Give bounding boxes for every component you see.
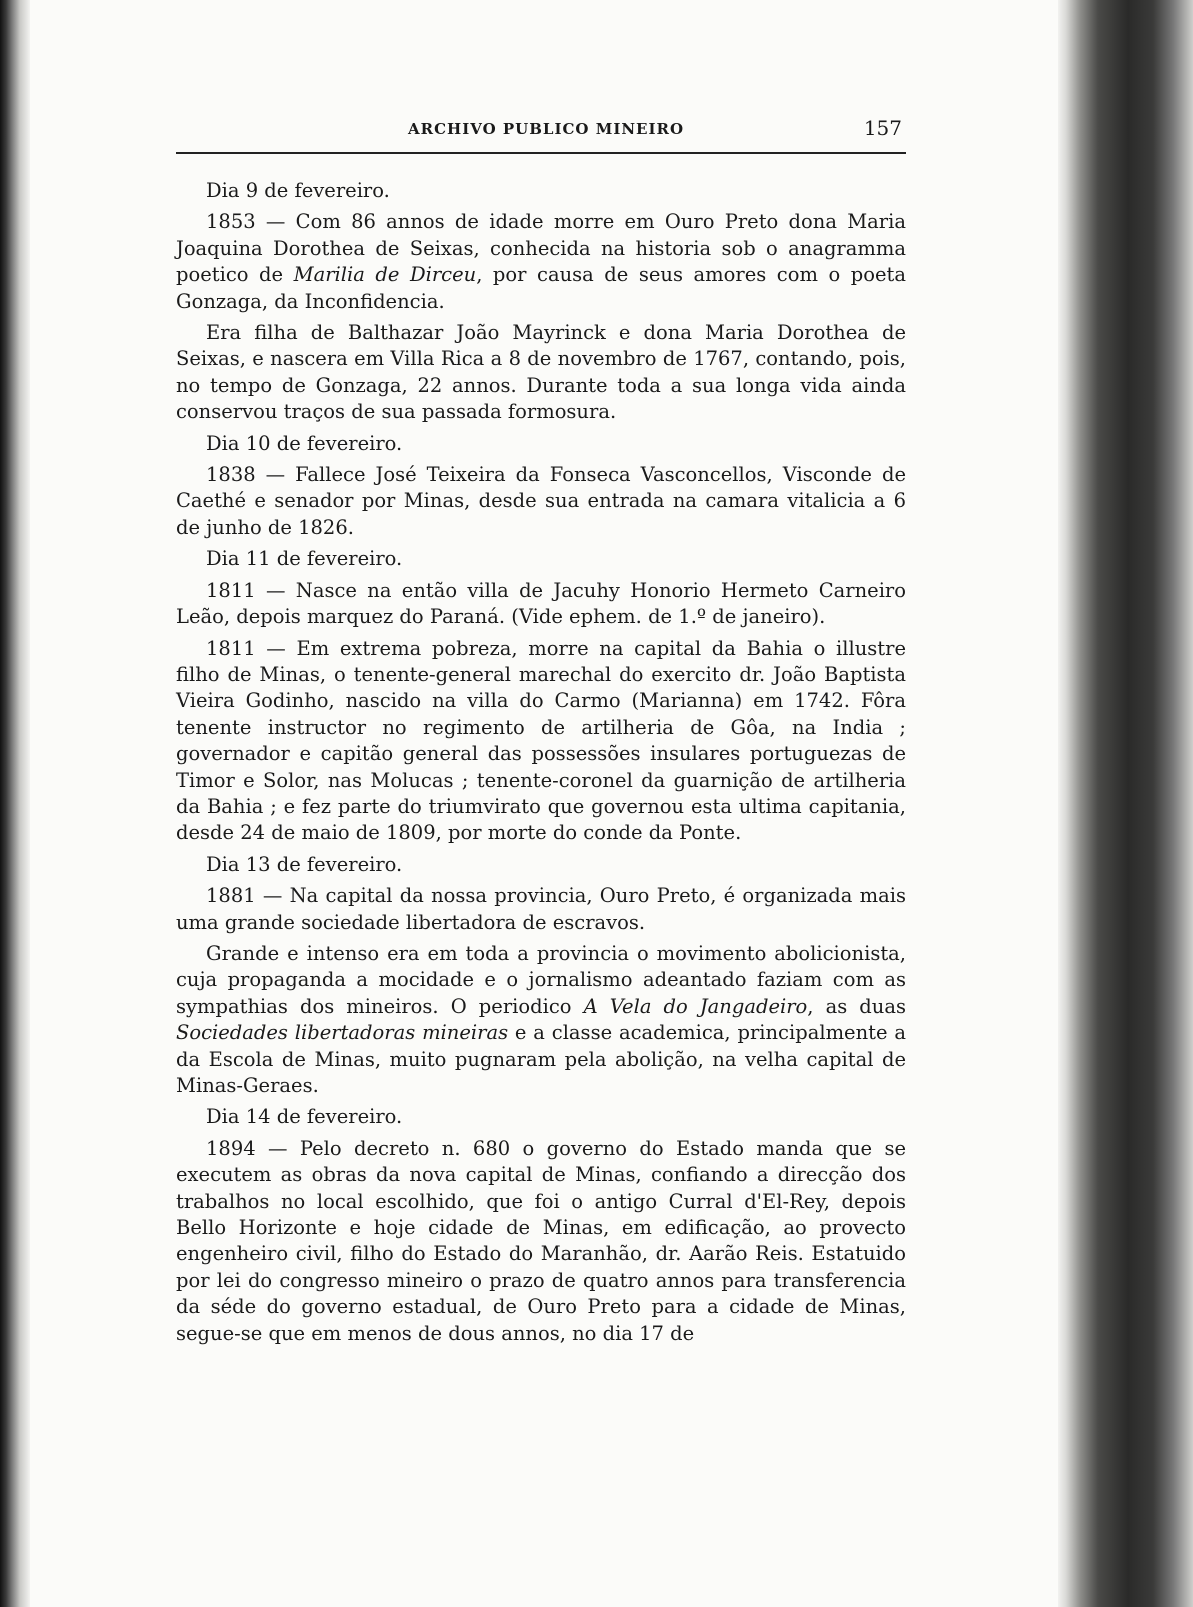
day-heading: Dia 10 de fevereiro.: [206, 431, 403, 455]
entry-paragraph: [176, 941, 906, 1099]
page-header: [176, 116, 906, 146]
italic-title: A Vela do Jangadeiro: [583, 994, 808, 1018]
day-heading: Dia 11 de fevereiro.: [206, 547, 403, 571]
day-heading: Dia 9 de fevereiro.: [206, 179, 390, 202]
entry-paragraph: 1811 — Nasce na então villa de Jacuhy Honorio Hermeto Carneiro Leão, depois marquez do Paraná. (Vide ephem. de 1.º de janeiro).: [176, 578, 906, 629]
page-number: 157: [863, 116, 902, 140]
italic-title: Sociedades libertadoras mineiras: [176, 1021, 509, 1045]
entry-text: 1853 — Com 86 annos de idade morre em Ouro Preto dona Maria Joaquina Dorothea de Seixas, conhecida na historia sob o anagramma poetico de: [176, 210, 906, 287]
entry-text: , por causa de seus amores com o poeta Gonzaga, da Inconfidencia.: [176, 263, 906, 313]
entry-paragraph: [176, 209, 906, 315]
entry-paragraph: 1894 — Pelo decreto n. 680 o governo do Estado manda que se executem as obras da nova capital de Minas, confiando a direcção dos trabalhos no local escolhido, que foi o antigo Curral d'El-Rey, depois Bello Horizonte e hoje cidade de Minas, em edificação, ao provecto engenheiro civil, filho do Estado do Maranhão, dr. Aarão Reis. Estatuido por lei do congresso mineiro o prazo de quatro annos para transferencia da séde do governo estadual, de Ouro Preto para a cidade de Minas, segue-se que em menos de dous annos, no dia 17 de: [176, 1136, 906, 1345]
entry-paragraph: 1838 — Fallece José Teixeira da Fonseca Vasconcellos, Visconde de Caethé e senador por Minas, desde sua entrada na camara vitalicia a 6 de junho de 1826.: [176, 463, 906, 539]
entry-paragraph: 1811 — Em extrema pobreza, morre na capital da Bahia o illustre filho de Minas, o tenente-general marechal do exercito dr. João Baptista Vieira Godinho, nascido na villa do Carmo (Marianna) em 1742. Fôra tenente instructor no regimento de artilheria de Gôa, na India ; governador e capitão general das possessões insulares portuguezas de Timor e Solor, nas Molucas ; tenente-coronel da guarnição de artilheria da Bahia ; e fez parte do triumvirato que governou esta ultima capitania, desde 24 de maio de 1809, por morte do conde da Ponte.: [176, 636, 906, 845]
scan-binding-shadow: [1058, 0, 1193, 1607]
body-text: [176, 178, 906, 1347]
day-heading: Dia 13 de fevereiro.: [206, 852, 403, 876]
running-title: ARCHIVO PUBLICO MINEIRO: [408, 120, 685, 138]
italic-title: Marilia de Dirceu: [293, 263, 477, 287]
entry-paragraph: Era filha de Balthazar João Mayrinck e dona Maria Dorothea de Seixas, e nascera em Villa Rica a 8 de novembro de 1767, contando, pois, no tempo de Gonzaga, 22 annos. Durante toda a sua longa vida ainda conservou traços de sua passada formosura.: [176, 321, 906, 424]
header-rule: [176, 152, 906, 154]
entry-paragraph: 1881 — Na capital da nossa provincia, Ouro Preto, é organizada mais uma grande sociedade libertadora de escravos.: [176, 884, 906, 934]
day-heading: Dia 14 de fevereiro.: [206, 1105, 403, 1129]
entry-text: e a classe academica, principalmente a da Escola de Minas, muito pugnaram pela abolição, na velha capital de Minas-Geraes.: [176, 1021, 906, 1097]
scan-left-edge: [0, 0, 30, 1607]
entry-text: Grande e intenso era em toda a provincia o movimento abolicionista, cuja propaganda a mocidade e o jornalismo adeantado faziam com as sympathias dos mineiros. O periodico: [176, 941, 906, 1018]
entry-text: , as duas: [807, 994, 906, 1018]
